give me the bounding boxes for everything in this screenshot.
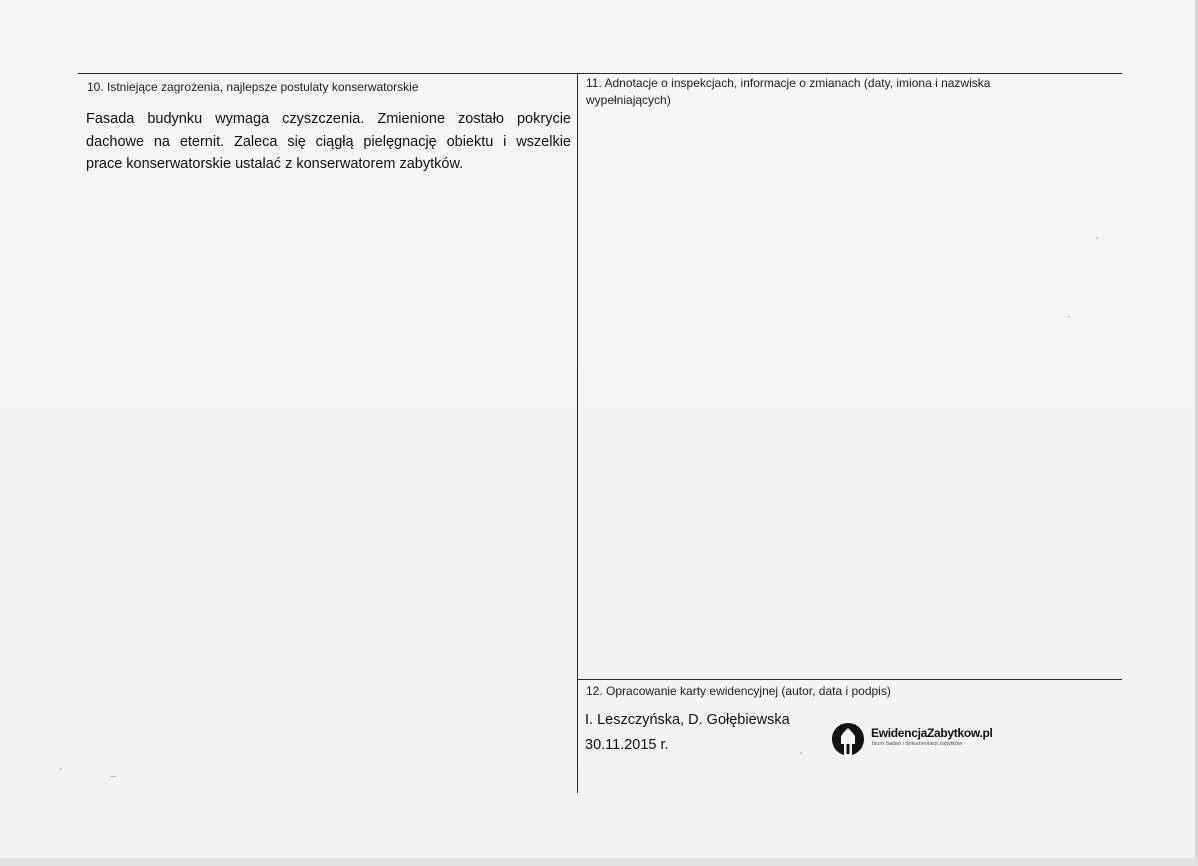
section12-authors: I. Leszczyńska, D. Gołębiewska — [585, 712, 790, 728]
scan-speck — [1096, 237, 1098, 239]
logo-name: EwidencjaZabytkow.pl — [871, 726, 993, 740]
building-logo-icon — [831, 722, 865, 756]
section10-line-3: prace konserwatorskie ustalać z konserwatorem zabytków. — [86, 156, 464, 172]
top-rule-right — [578, 73, 1122, 74]
column-divider — [577, 73, 578, 793]
section11-title-line-1: 11. Adnotacje o inspekcjach, informacje o zmianach (daty, imiona i nazwiska — [586, 76, 991, 90]
scan-speck — [110, 776, 116, 777]
scan-speck — [800, 752, 802, 754]
section12-date: 30.11.2015 r. — [585, 737, 669, 753]
scan-bottom-edge — [0, 858, 1198, 866]
scan-speck — [1068, 316, 1070, 318]
company-logo — [829, 718, 1009, 758]
section12-rule — [578, 679, 1122, 680]
scan-speck — [60, 768, 62, 770]
section10-line-1: Fasada budynku wymaga czyszczenia. Zmienione zostało pokrycie — [86, 111, 571, 127]
section11-title-line-2: wypełniających) — [586, 93, 671, 107]
logo-tagline: biuro badań i dokumentacji zabytków — [872, 741, 963, 747]
section12-title: 12. Opracowanie karty ewidencyjnej (autor, data i podpis) — [586, 684, 891, 698]
section10-title: 10. Istniejące zagrożenia, najlepsze postulaty konserwatorskie — [87, 80, 419, 94]
section10-content — [86, 108, 571, 176]
section10-line-2: dachowe na eternit. Zaleca się ciągłą pielęgnację obiektu i wszelkie — [86, 133, 571, 150]
section11-title — [586, 75, 1116, 109]
top-rule-left — [78, 73, 578, 74]
